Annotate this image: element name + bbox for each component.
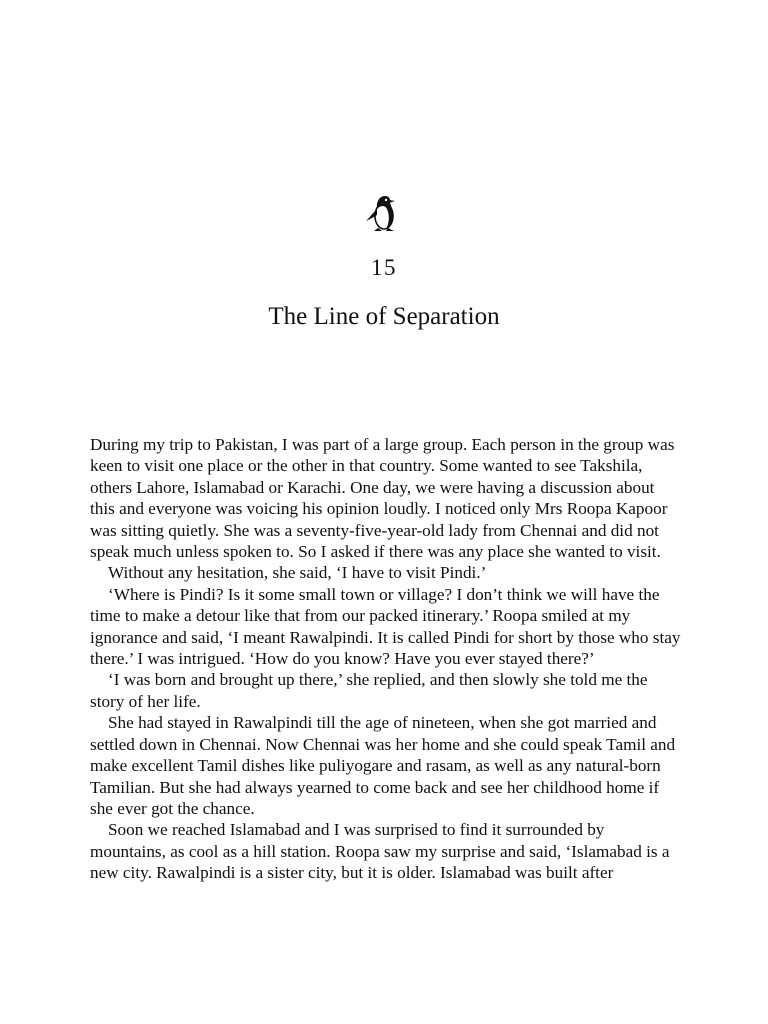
paragraph: Soon we reached Islamabad and I was surprised to find it surrounded by mountains, as cool as a hill station. Roopa saw my surprise and said, ‘Islamabad is a new city. Rawalpindi is a sister city, but it is older. Islamabad was built after bbox=[90, 820, 670, 883]
paragraph: Without any hesitation, she said, ‘I have to visit Pindi.’ bbox=[108, 563, 487, 583]
chapter-body bbox=[90, 434, 682, 884]
paragraph: ‘Where is Pindi? Is it some small town or village? I don’t think we will have the time to make a detour like that from our packed itinerary.’ Roopa smiled at my ignorance and said, ‘I meant Rawalpindi. It is called Pindi for short by those who stay there.’ I was intrigued. ‘How do you know? Have you ever stayed there?’ bbox=[90, 584, 681, 669]
paragraph: She had stayed in Rawalpindi till the age of nineteen, when she got married and settled down in Chennai. Now Chennai was her home and she could speak Tamil and make excellent Tamil dishes like puliyogare and rasam, as well as any natural-born Tamilian. But she had always yearned to come back and see her childhood home if she ever got the chance. bbox=[90, 713, 676, 818]
chapter-number: 15 bbox=[371, 255, 397, 280]
paragraph: During my trip to Pakistan, I was part of a large group. Each person in the group was keen to visit one place or the other in that country. Some wanted to see Takshila, others Lahore, Islamabad or Karachi. One day, we were having a discussion about this and everyone was voicing his opinion loudly. I noticed only Mrs Roopa Kapoor was sitting quietly. She was a seventy-five-year-old lady from Chennai and did not speak much unless spoken to. So I asked if there was any place she wanted to visit. bbox=[90, 435, 675, 562]
chapter-title: The Line of Separation bbox=[268, 303, 500, 330]
paragraph: ‘I was born and brought up there,’ she replied, and then slowly she told me the story of her life. bbox=[90, 670, 648, 711]
penguin-icon bbox=[364, 191, 404, 233]
